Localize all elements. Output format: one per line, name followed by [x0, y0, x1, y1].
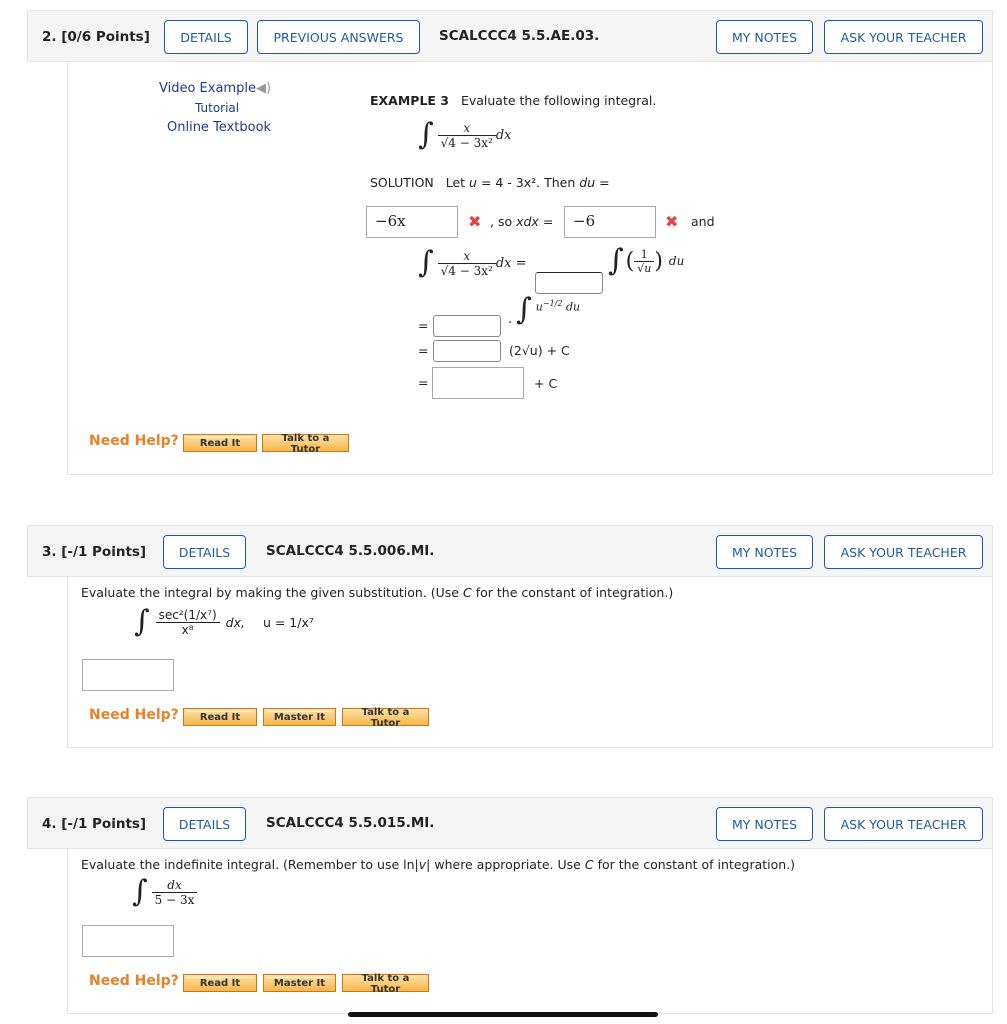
q3-points: 3. [-/1 Points]: [42, 544, 147, 560]
video-example-link[interactable]: Video Example◀): [159, 81, 272, 96]
read-it-button[interactable]: Read It: [183, 974, 257, 992]
read-it-button[interactable]: Read It: [183, 434, 257, 452]
q4-header: [27, 797, 993, 849]
q3-integral: ∫ $\frac{\text{sec²(1/x⁷)}}{\text{x⁸}}$ dx, u = 1/x⁷: [134, 604, 314, 639]
q3-prompt: Evaluate the integral by making the given substitution. (Use C for the constant of integration.): [81, 585, 674, 600]
q2-ask-teacher-button[interactable]: ASK YOUR TEACHER: [824, 20, 983, 54]
two-sqrt-u-label: (2√u) + C: [509, 343, 570, 358]
talk-to-tutor-button[interactable]: Talk to a Tutor: [342, 708, 429, 726]
q2-code: SCALCCC4 5.5.AE.03.: [439, 28, 600, 44]
q3-header: [27, 525, 993, 577]
q4-ask-teacher-button[interactable]: ASK YOUR TEACHER: [824, 807, 983, 841]
talk-to-tutor-button[interactable]: Talk to a Tutor: [262, 434, 349, 452]
incorrect-icon: ✖: [665, 212, 679, 231]
scrollbar[interactable]: [348, 1012, 658, 1017]
example-heading: EXAMPLE 3 Evaluate the following integral.: [370, 93, 657, 108]
q2-my-notes-button[interactable]: MY NOTES: [716, 20, 813, 54]
master-it-button[interactable]: Master It: [263, 974, 336, 992]
online-textbook-link[interactable]: Online Textbook: [167, 120, 272, 135]
plus-c-label: + C: [534, 376, 558, 391]
substitution-integral: ∫ $\frac{x}{\text{√4 − 3x²}}$ dx =: [418, 245, 527, 280]
q4-points: 4. [-/1 Points]: [42, 816, 147, 832]
solution-line: SOLUTION Let u = 4 - 3x². Then du =: [370, 175, 610, 190]
q3-body: [67, 577, 993, 748]
q3-code: SCALCCC4 5.5.006.MI.: [266, 543, 435, 559]
eq-sign: =: [418, 343, 429, 358]
power-integral: · ∫ $u^{-1/2}$ du: [508, 291, 581, 331]
q2-header: [27, 10, 993, 62]
q4-prompt: Evaluate the indefinite integral. (Remember to use ln|v| where appropriate. Use C for the constant of integration.): [81, 857, 796, 872]
talk-to-tutor-button[interactable]: Talk to a Tutor: [342, 974, 429, 992]
need-help-label: Need Help?: [89, 433, 179, 449]
q4-answer-input[interactable]: [82, 925, 174, 957]
final-answer-input[interactable]: [432, 367, 524, 399]
eq-sign: =: [418, 375, 429, 390]
need-help-label: Need Help?: [89, 707, 179, 723]
and-label: and: [691, 214, 715, 229]
q3-answer-input[interactable]: [82, 659, 174, 691]
q3-ask-teacher-button[interactable]: ASK YOUR TEACHER: [824, 535, 983, 569]
q2-previous-answers-button[interactable]: PREVIOUS ANSWERS: [257, 20, 420, 54]
coefficient-input-2[interactable]: [433, 315, 501, 337]
q4-integral: ∫ $\frac{dx}{5 - 3x}$: [132, 877, 197, 907]
so-xdx-label: , so xdx =: [490, 214, 554, 229]
q4-code: SCALCCC4 5.5.015.MI.: [266, 815, 435, 831]
need-help-label: Need Help?: [89, 973, 179, 989]
q4-body: [67, 849, 993, 1014]
q3-my-notes-button[interactable]: MY NOTES: [716, 535, 813, 569]
q4-my-notes-button[interactable]: MY NOTES: [716, 807, 813, 841]
u-integral: ∫ ( $\frac{1}{√u}$ ) du: [608, 243, 685, 278]
example-integral: ∫ $\frac{x}{\text{√4 − 3x²}}$ dx: [418, 117, 512, 152]
incorrect-icon: ✖: [468, 212, 482, 231]
q4-details-button[interactable]: DETAILS: [163, 807, 246, 841]
xdx-answer-input[interactable]: −6: [564, 206, 656, 238]
q2-points: 2. [0/6 Points]: [42, 29, 150, 45]
q3-details-button[interactable]: DETAILS: [163, 535, 246, 569]
q2-body: [67, 62, 993, 475]
q2-details-button[interactable]: DETAILS: [164, 20, 248, 54]
coefficient-input-3[interactable]: [433, 340, 501, 362]
master-it-button[interactable]: Master It: [263, 708, 336, 726]
tutorial-link[interactable]: Tutorial: [195, 101, 240, 115]
eq-sign: =: [418, 318, 429, 333]
read-it-button[interactable]: Read It: [183, 708, 257, 726]
du-answer-input[interactable]: −6x: [366, 206, 458, 238]
speaker-icon: ◀): [255, 81, 272, 96]
